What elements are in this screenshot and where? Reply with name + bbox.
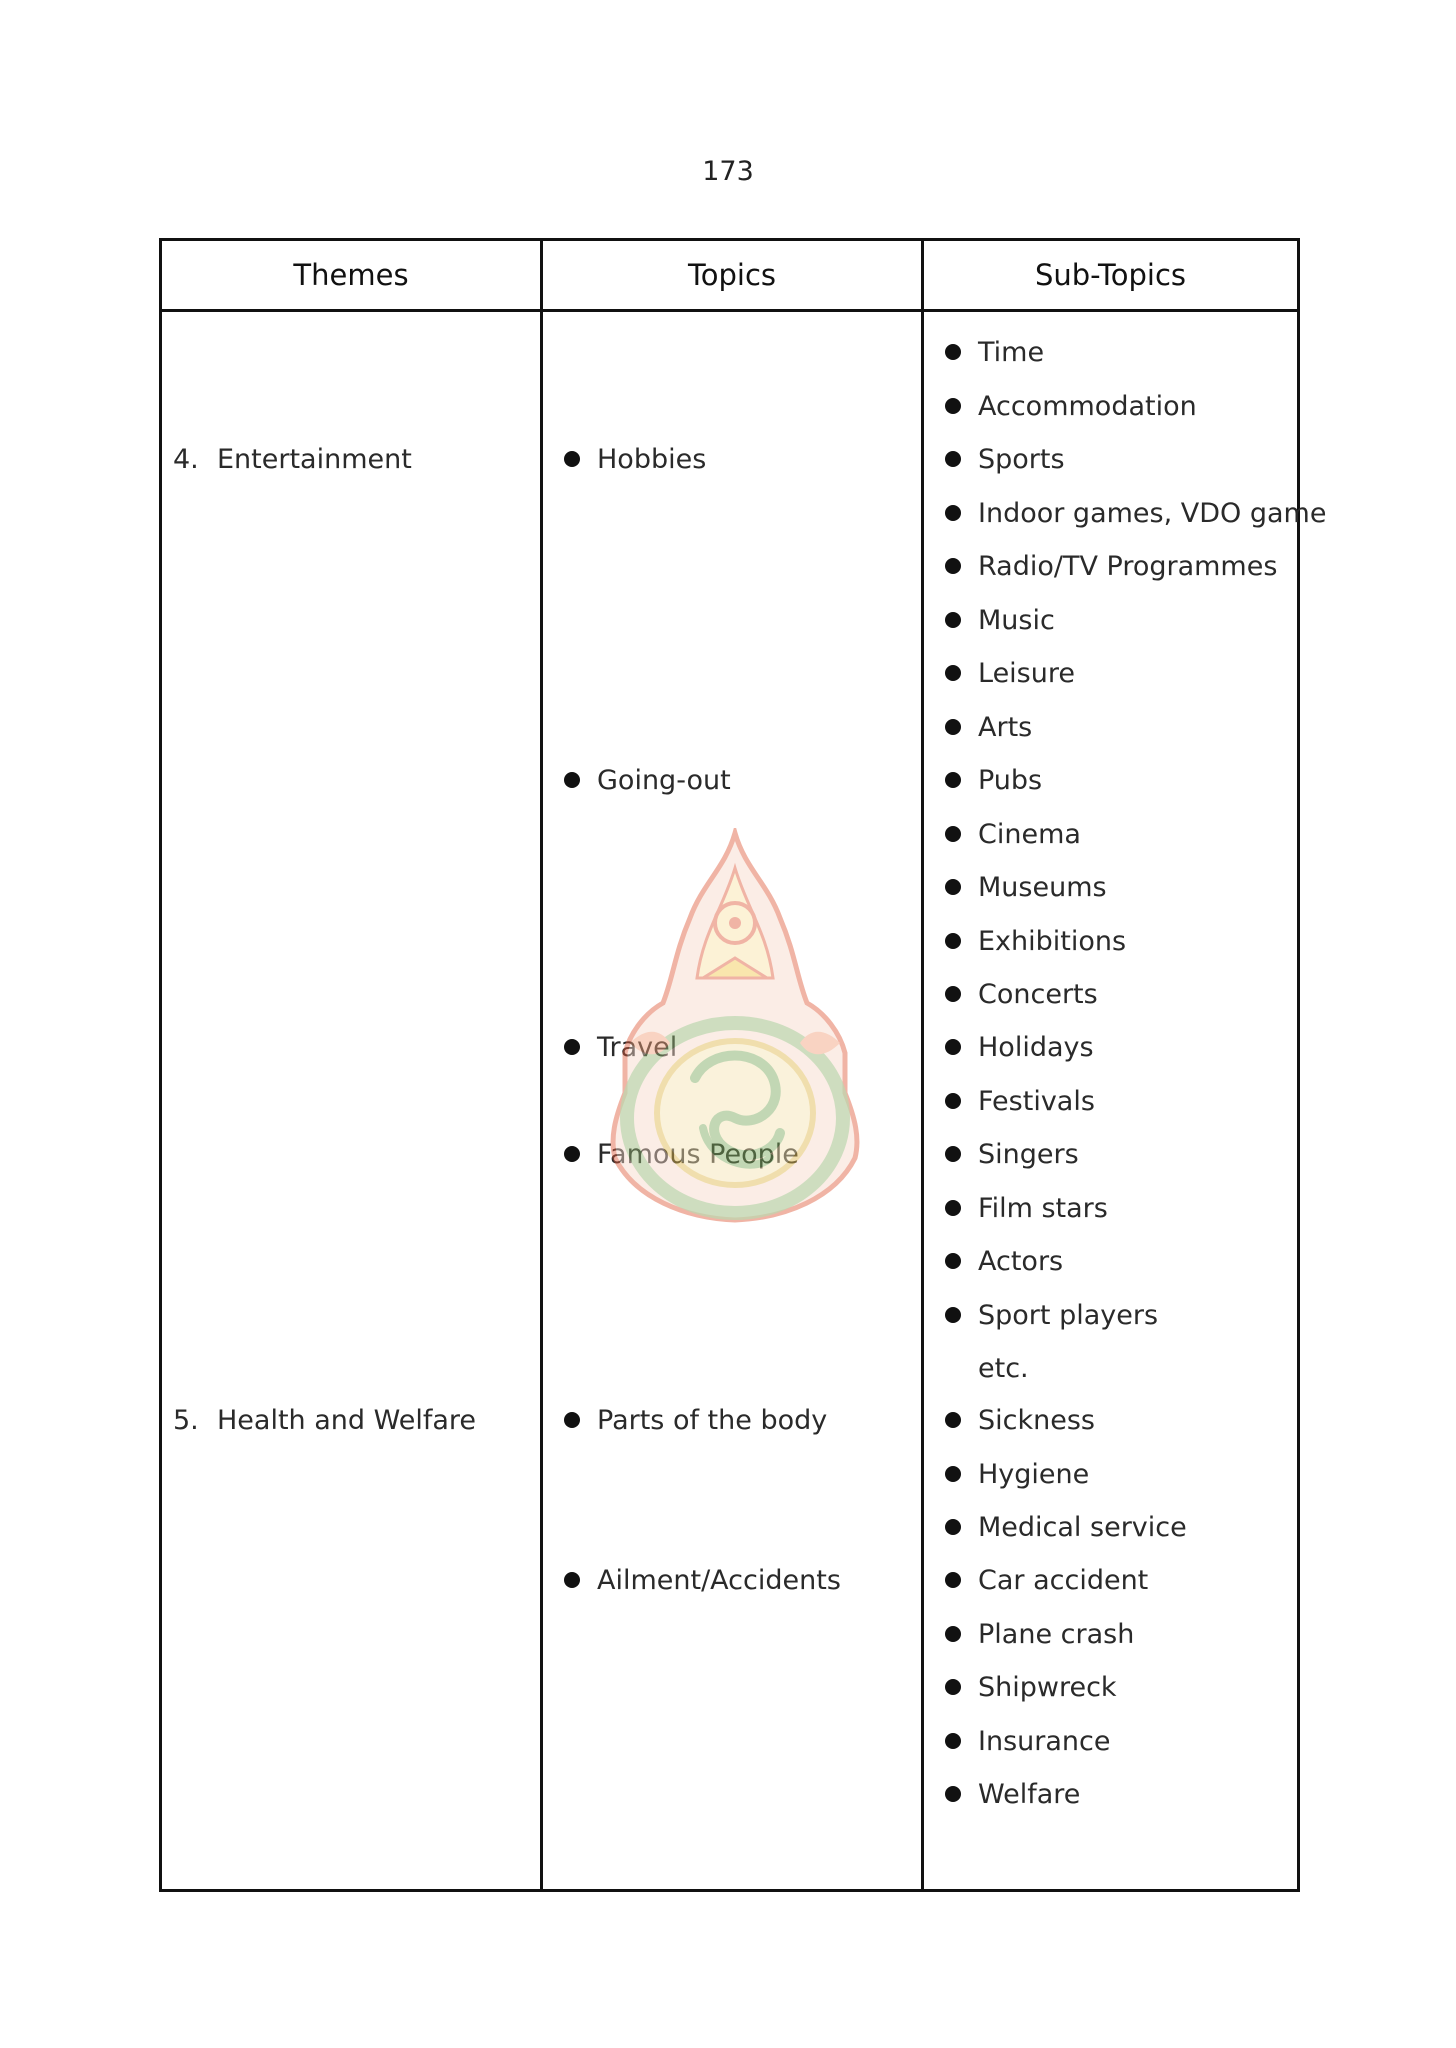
subtopic-label: Holidays — [978, 1032, 1094, 1063]
subtopic-label: Time — [978, 337, 1045, 368]
subtopic-label: Accommodation — [978, 391, 1197, 422]
subtopic-label: Insurance — [978, 1726, 1111, 1757]
bullet-icon — [945, 772, 961, 788]
bullet-icon — [945, 1572, 961, 1588]
bullet-icon — [945, 933, 961, 949]
topic-label: Ailment/Accidents — [597, 1565, 841, 1596]
bullet-icon — [945, 1466, 961, 1482]
topic-item — [564, 442, 706, 478]
bullet-icon — [564, 1412, 580, 1428]
bullet-icon — [564, 772, 580, 788]
bullet-icon — [945, 451, 961, 467]
subtopic-label: Festivals — [978, 1086, 1095, 1117]
subtopic-label: Shipwreck — [978, 1672, 1117, 1703]
bullet-icon — [945, 665, 961, 681]
topic-item — [564, 1137, 799, 1173]
bullet-icon — [945, 1626, 961, 1642]
subtopic-item — [978, 1351, 1029, 1387]
topic-label: Parts of the body — [597, 1405, 828, 1436]
subtopic-item — [945, 924, 1126, 960]
bullet-icon — [945, 1253, 961, 1269]
theme-number: 5. — [173, 1405, 199, 1436]
bullet-icon — [945, 612, 961, 628]
bullet-icon — [564, 451, 580, 467]
header-subtopics: Sub-Topics — [1034, 258, 1187, 292]
topic-label: Famous People — [597, 1139, 799, 1170]
bullet-icon — [945, 1039, 961, 1055]
column-divider — [921, 241, 924, 1889]
subtopic-label: Concerts — [978, 979, 1098, 1010]
subtopic-item — [945, 977, 1098, 1013]
bullet-icon — [945, 1519, 961, 1535]
subtopic-item — [945, 710, 1032, 746]
subtopic-label: Sickness — [978, 1405, 1095, 1436]
subtopic-item — [945, 1510, 1187, 1546]
subtopic-item — [945, 870, 1107, 906]
bullet-icon — [945, 719, 961, 735]
topic-item — [564, 1030, 677, 1066]
bullet-icon — [945, 1733, 961, 1749]
header-divider — [162, 309, 1297, 312]
bullet-icon — [945, 398, 961, 414]
bullet-icon — [945, 1093, 961, 1109]
subtopic-label: Radio/TV Programmes — [978, 551, 1278, 582]
page-number: 173 — [702, 156, 754, 187]
topic-label: Travel — [597, 1032, 678, 1063]
bullet-icon — [945, 1200, 961, 1216]
subtopic-item — [945, 1617, 1134, 1653]
header-themes: Themes — [293, 258, 409, 292]
subtopic-item — [945, 1298, 1158, 1334]
subtopic-label: Music — [978, 605, 1055, 636]
subtopic-item — [945, 1030, 1094, 1066]
subtopic-item — [945, 1777, 1080, 1813]
theme-label: Entertainment — [217, 444, 412, 475]
bullet-icon — [945, 879, 961, 895]
topic-item — [564, 1563, 841, 1599]
subtopic-item — [945, 817, 1081, 853]
subtopic-label: Plane crash — [978, 1619, 1135, 1650]
bullet-icon — [564, 1572, 580, 1588]
subtopic-item — [945, 549, 1277, 585]
subtopic-label: Pubs — [978, 765, 1043, 796]
subtopic-label: Exhibitions — [978, 926, 1127, 957]
theme-number: 4. — [173, 444, 199, 475]
subtopic-label: Film stars — [978, 1193, 1108, 1224]
subtopic-item — [945, 1724, 1110, 1760]
subtopic-item — [945, 1137, 1079, 1173]
bullet-icon — [945, 826, 961, 842]
subtopic-item — [945, 442, 1065, 478]
subtopic-item — [945, 1191, 1108, 1227]
subtopic-item — [945, 1670, 1117, 1706]
column-divider — [540, 241, 543, 1889]
bullet-icon — [564, 1039, 580, 1055]
theme-item — [173, 442, 412, 478]
subtopic-label: Welfare — [978, 1779, 1081, 1810]
subtopic-item — [945, 389, 1197, 425]
subtopic-label: Indoor games, VDO game — [978, 498, 1327, 529]
subtopic-label: Car accident — [978, 1565, 1149, 1596]
bullet-icon — [945, 505, 961, 521]
subtopic-item — [945, 1244, 1063, 1280]
subtopic-item — [945, 1403, 1095, 1439]
subtopic-label: Actors — [978, 1246, 1064, 1277]
bullet-icon — [945, 1679, 961, 1695]
subtopic-item — [945, 656, 1075, 692]
bullet-icon — [564, 1146, 580, 1162]
subtopic-item — [945, 496, 1326, 532]
subtopic-item — [945, 763, 1042, 799]
subtopic-item — [945, 1563, 1148, 1599]
subtopic-label: Singers — [978, 1139, 1079, 1170]
subtopic-label: Medical service — [978, 1512, 1187, 1543]
topic-label: Hobbies — [597, 444, 707, 475]
subtopic-label: Hygiene — [978, 1459, 1090, 1490]
bullet-icon — [945, 344, 961, 360]
topic-item — [564, 763, 731, 799]
theme-item — [173, 1403, 476, 1439]
subtopic-label: Leisure — [978, 658, 1075, 689]
subtopic-label: Museums — [978, 872, 1107, 903]
header-topics: Topics — [687, 258, 777, 292]
bullet-icon — [945, 1146, 961, 1162]
subtopic-label: Sports — [978, 444, 1065, 475]
bullet-icon — [945, 558, 961, 574]
theme-label: Health and Welfare — [217, 1405, 477, 1436]
topic-item — [564, 1403, 827, 1439]
themes-topics-table — [159, 238, 1327, 1892]
bullet-icon — [945, 1412, 961, 1428]
subtopic-item — [945, 1457, 1089, 1493]
subtopic-item — [945, 603, 1055, 639]
bullet-icon — [945, 1307, 961, 1323]
subtopic-label: etc. — [978, 1353, 1029, 1384]
subtopic-item — [945, 1084, 1095, 1120]
topic-label: Going-out — [597, 765, 731, 796]
bullet-icon — [945, 1786, 961, 1802]
subtopic-label: Cinema — [978, 819, 1081, 850]
subtopic-label: Sport players — [978, 1300, 1159, 1331]
subtopic-item — [945, 335, 1044, 371]
bullet-icon — [945, 986, 961, 1002]
subtopic-label: Arts — [978, 712, 1033, 743]
